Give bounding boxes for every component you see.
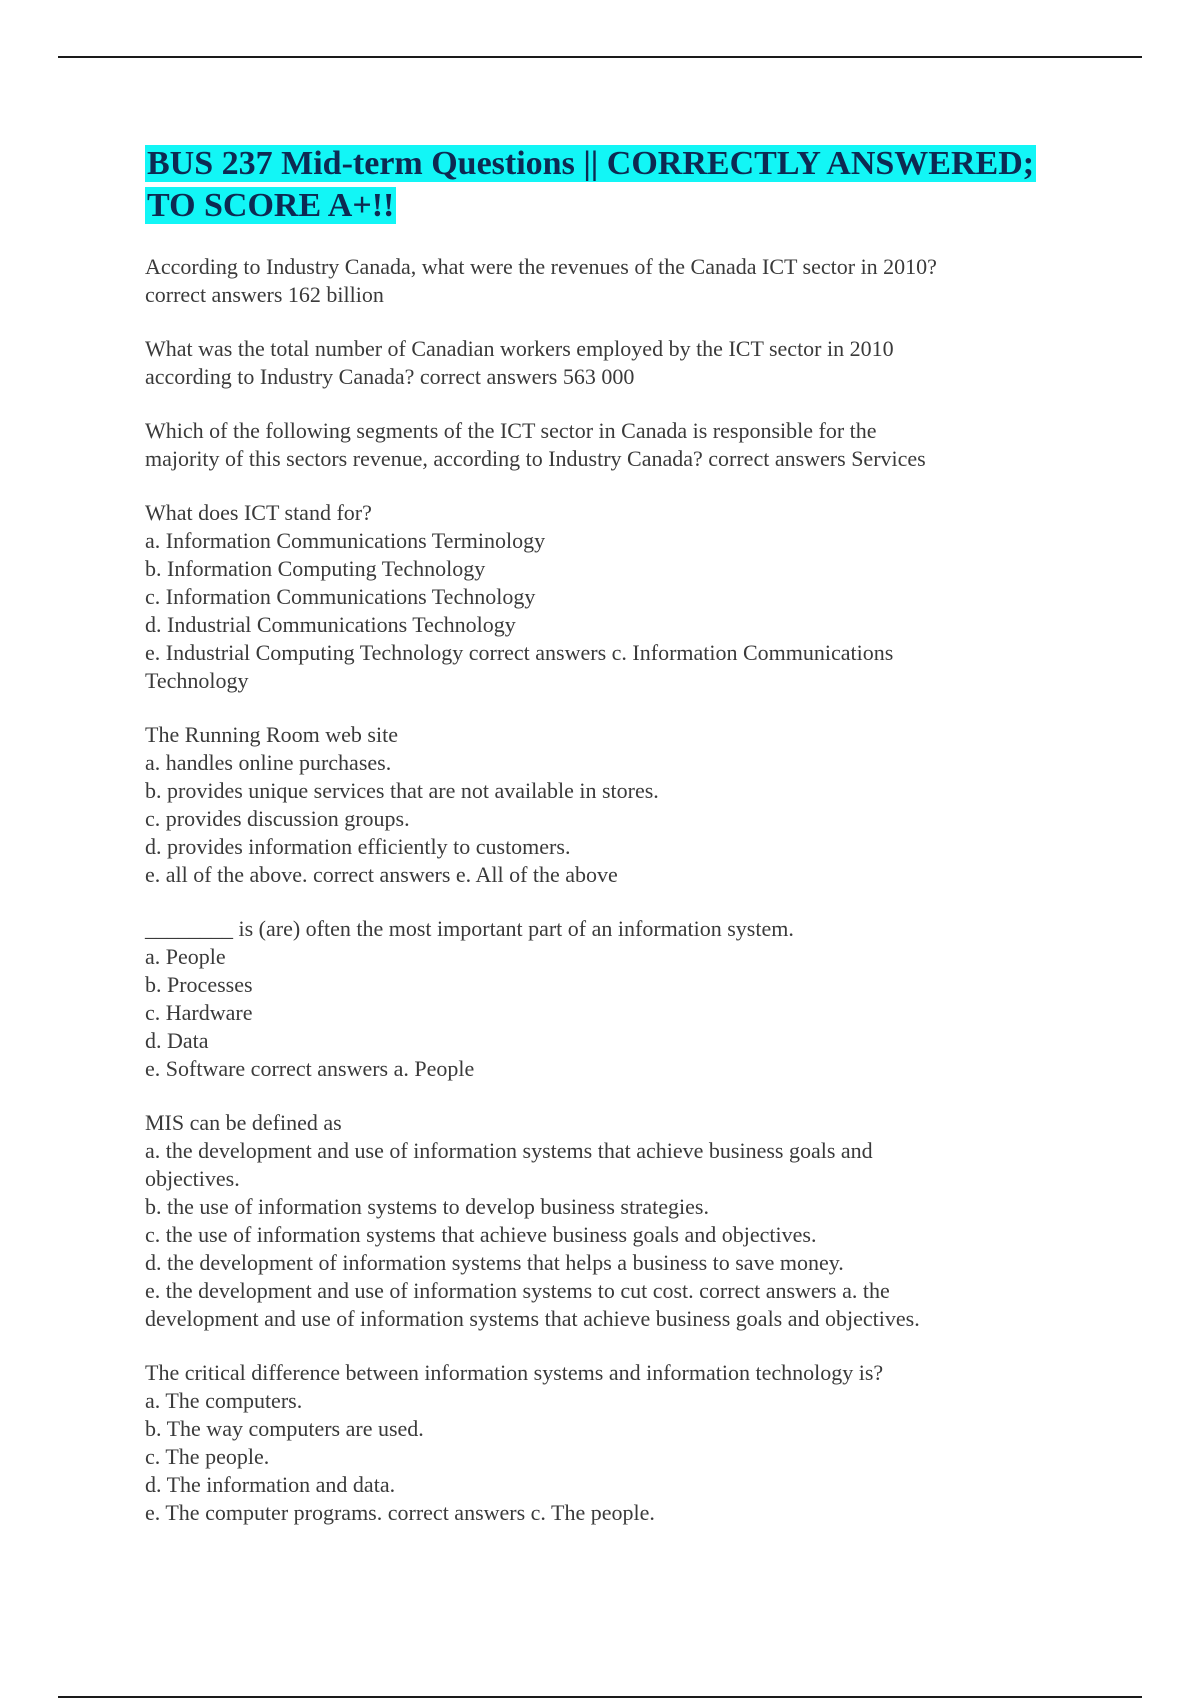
question-block bbox=[145, 915, 1045, 1083]
question-line: c. Information Communications Technology bbox=[145, 584, 536, 609]
question-text-line: According to Industry Canada, what were the revenues of the Canada ICT sector in 2010? bbox=[145, 254, 937, 279]
question-line: a. People bbox=[145, 944, 226, 969]
question-block bbox=[145, 1109, 1045, 1333]
document-body bbox=[145, 143, 1045, 1553]
question-line: c. provides discussion groups. bbox=[145, 806, 410, 831]
question-line: b. Processes bbox=[145, 972, 253, 997]
question-block bbox=[145, 253, 1045, 309]
question-text-line: Which of the following segments of the ICT sector in Canada is responsible for the bbox=[145, 418, 877, 443]
question-line: according to Industry Canada? correct answers 563 000 bbox=[145, 364, 635, 389]
question-line: d. provides information efficiently to customers. bbox=[145, 834, 571, 859]
question-block bbox=[145, 721, 1045, 889]
question-block bbox=[145, 499, 1045, 695]
question-line: majority of this sectors revenue, according to Industry Canada? correct answers Services bbox=[145, 446, 926, 471]
question-text-line: What does ICT stand for? bbox=[145, 500, 372, 525]
question-line: a. the development and use of information systems that achieve business goals and bbox=[145, 1138, 873, 1163]
question-line: objectives. bbox=[145, 1166, 240, 1191]
question-line: c. the use of information systems that achieve business goals and objectives. bbox=[145, 1222, 817, 1247]
question-line: d. Industrial Communications Technology bbox=[145, 612, 516, 637]
question-line: d. the development of information systems that helps a business to save money. bbox=[145, 1250, 844, 1275]
question-line: correct answers 162 billion bbox=[145, 282, 384, 307]
question-line: e. the development and use of information systems to cut cost. correct answers a. the bbox=[145, 1278, 890, 1303]
question-block bbox=[145, 417, 1045, 473]
document-title-text: BUS 237 Mid-term Questions || CORRECTLY ANSWERED; TO SCORE A+!! bbox=[147, 145, 1035, 224]
question-line: c. Hardware bbox=[145, 1000, 253, 1025]
question-text-line: The critical difference between information systems and information technology is? bbox=[145, 1360, 884, 1385]
question-text-line: What was the total number of Canadian workers employed by the ICT sector in 2010 bbox=[145, 336, 894, 361]
question-line: c. The people. bbox=[145, 1444, 270, 1469]
question-text-line: The Running Room web site bbox=[145, 722, 398, 747]
question-line: e. Industrial Computing Technology correct answers c. Information Communications bbox=[145, 640, 894, 665]
question-line: a. handles online purchases. bbox=[145, 750, 392, 775]
question-line: b. the use of information systems to develop business strategies. bbox=[145, 1194, 709, 1219]
question-line: e. Software correct answers a. People bbox=[145, 1056, 475, 1081]
question-line: a. Information Communications Terminology bbox=[145, 528, 546, 553]
question-line: development and use of information systems that achieve business goals and objectives. bbox=[145, 1306, 920, 1331]
question-line: b. Information Computing Technology bbox=[145, 556, 486, 581]
question-text-line: MIS can be defined as bbox=[145, 1110, 342, 1135]
question-block bbox=[145, 335, 1045, 391]
question-line: Technology bbox=[145, 668, 249, 693]
question-line: a. The computers. bbox=[145, 1388, 303, 1413]
question-line: b. The way computers are used. bbox=[145, 1416, 424, 1441]
question-line: e. The computer programs. correct answers c. The people. bbox=[145, 1500, 655, 1525]
question-list bbox=[145, 253, 1045, 1527]
question-line: d. The information and data. bbox=[145, 1472, 396, 1497]
bottom-rule bbox=[58, 1696, 1142, 1698]
question-text-line: ________ is (are) often the most important part of an information system. bbox=[145, 916, 794, 941]
question-line: b. provides unique services that are not available in stores. bbox=[145, 778, 659, 803]
document-title bbox=[145, 143, 1045, 227]
question-line: d. Data bbox=[145, 1028, 209, 1053]
question-line: e. all of the above. correct answers e. All of the above bbox=[145, 862, 618, 887]
top-rule bbox=[58, 56, 1142, 58]
question-block bbox=[145, 1359, 1045, 1527]
